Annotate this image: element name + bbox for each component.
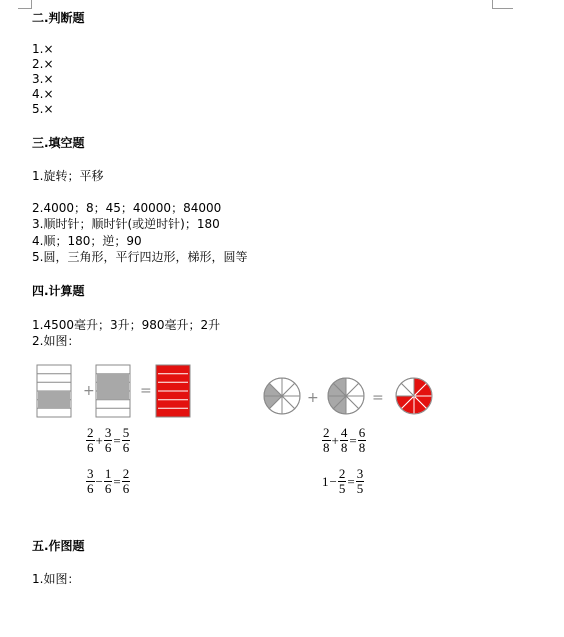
section-title-calc: 四.计算题 (32, 284, 85, 298)
calc-answer-2: 2.如图： (32, 334, 80, 348)
fill-answer-4: 4.顺；180；逆；90 (32, 234, 142, 248)
rect-three-sixths (96, 365, 130, 417)
left-equation-1: $\frac{2}{6}$ + $\frac{3}{6}$ = $\frac{5}{6}$ (87, 425, 130, 455)
judge-answer-4: 4.× (32, 87, 54, 101)
right-equation-2: 1− $\frac{2}{5}$ = $\frac{3}{5}$ (322, 466, 364, 496)
judge-answer-2: 2.× (32, 57, 54, 71)
circle-six-eighths-red (396, 378, 432, 414)
figure-left-plus: + (83, 383, 95, 399)
calc-answer-1: 1.4500毫升；3升；980毫升；2升 (32, 318, 221, 332)
fill-answer-1: 1.旋转；平移 (32, 169, 104, 183)
circle-two-eighths (264, 378, 300, 414)
judge-answer-3: 3.× (32, 72, 54, 86)
section-title-draw: 五.作图题 (32, 539, 85, 553)
fill-answer-2: 2.4000；8；45；40000；84000 (32, 201, 222, 215)
draw-answer-1: 1.如图： (32, 572, 80, 586)
rectangle-fraction-figure (36, 364, 194, 420)
circle-fraction-figure (262, 376, 438, 418)
fill-answer-5: 5.圆，三角形，平行四边形，梯形，圆等 (32, 250, 248, 264)
circle-four-eighths (328, 378, 364, 414)
section-title-judge: 二.判断题 (32, 11, 85, 25)
rect-five-sixths-red (156, 365, 190, 417)
judge-answer-5: 5.× (32, 102, 54, 116)
judge-answer-1: 1.× (32, 42, 54, 56)
section-title-fill: 三.填空题 (32, 136, 85, 150)
rect-two-sixths (37, 365, 71, 417)
crop-mark-right (492, 0, 513, 9)
figure-left-equals: = (140, 383, 152, 399)
fill-answer-3: 3.顺时针；顺时针(或逆时针)；180 (32, 217, 220, 231)
crop-mark-left (18, 0, 32, 9)
figure-right-plus: + (307, 390, 319, 406)
right-equation-1: $\frac{2}{8}$ + $\frac{4}{8}$ = $\frac{6}{8}$ (323, 425, 366, 455)
figure-right-equals: = (372, 390, 384, 406)
left-equation-2: $\frac{3}{6}$ − $\frac{1}{6}$ = $\frac{2}{6}$ (87, 466, 130, 496)
